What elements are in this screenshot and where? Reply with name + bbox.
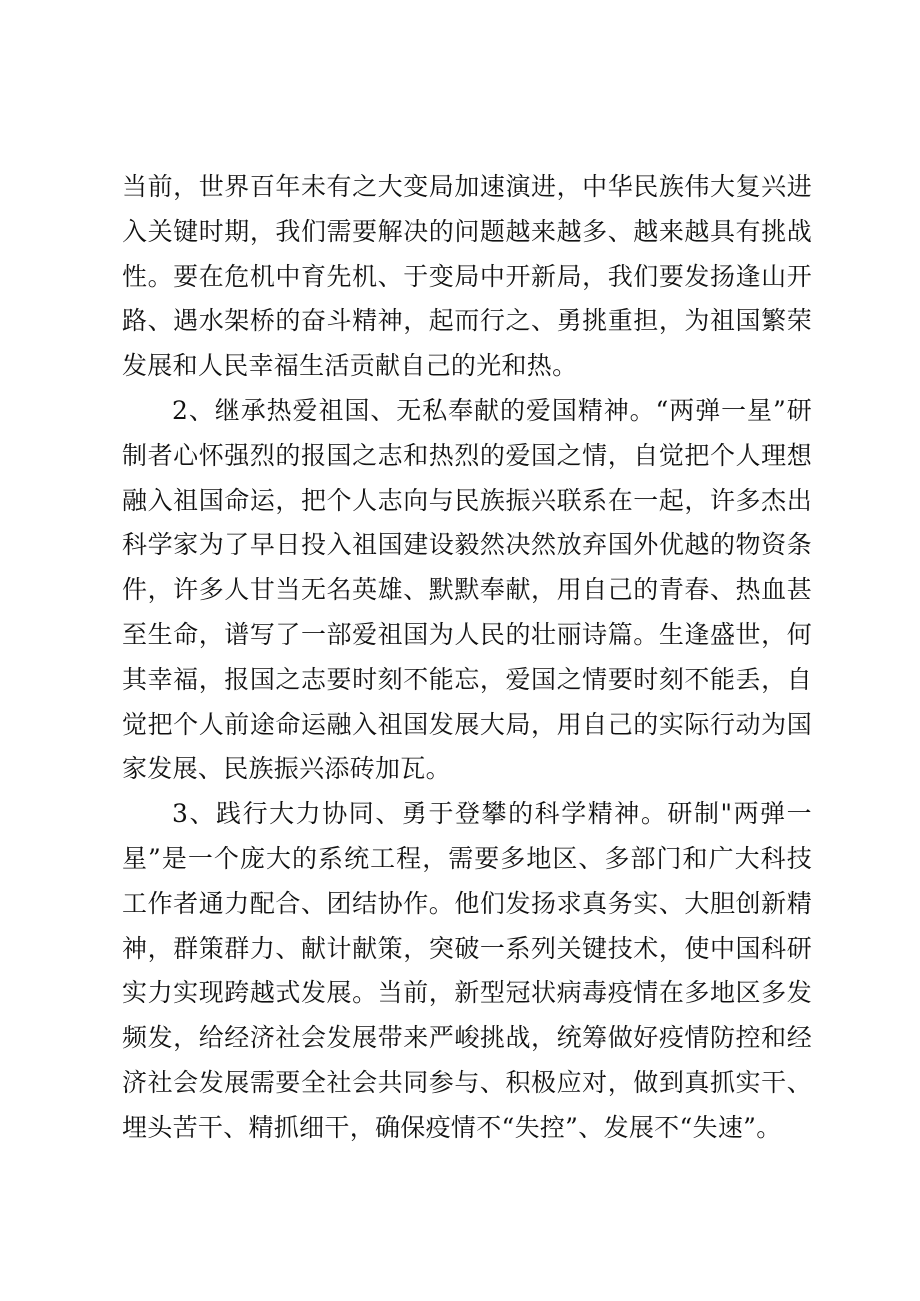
paragraph-intro: 当前，世界百年未有之大变局加速演进，中华民族伟大复兴进入关键时期，我们需要解决的问题越来越多、越来越具有挑战性。要在危机中育先机、于变局中开新局，我们要发扬逢山开路、遇水架桥的奋斗精神，起而行之、勇挑重担，为祖国繁荣发展和人民幸福生活贡献自己的光和热。	[122, 172, 812, 381]
document-body	[122, 165, 812, 1151]
paragraph-scientific-spirit: 3、践行大力协同、勇于登攀的科学精神。研制"两弹一星”是一个庞大的系统工程，需要多地区、多部门和广大科技工作者通力配合、团结协作。他们发扬求真务实、大胆创新精神，群策群力、献计献策，突破一系列关键技术，使中国科研实力实现跨越式发展。当前，新型冠状病毒疫情在多地区多发频发，给经济社会发展带来严峻挑战，统筹做好疫情防控和经济社会发展需要全社会共同参与、积极应对，做到真抓实干、埋头苦干、精抓细干，确保疫情不“失控”、发展不“失速”。	[122, 799, 812, 1142]
paragraph-patriotic-spirit: 2、继承热爱祖国、无私奉献的爱国精神。“两弹一星”研制者心怀强烈的报国之志和热烈的爱国之情，自觉把个人理想融入祖国命运，把个人志向与民族振兴联系在一起，许多杰出科学家为了早日投入祖国建设毅然决然放弃国外优越的物资条件，许多人甘当无名英雄、默默奉献，用自己的青春、热血甚至生命，谱写了一部爱祖国为人民的壮丽诗篇。生逢盛世，何其幸福，报国之志要时刻不能忘，爱国之情要时刻不能丢，自觉把个人前途命运融入祖国发展大局，用自己的实际行动为国家发展、民族振兴添砖加瓦。	[122, 395, 812, 784]
